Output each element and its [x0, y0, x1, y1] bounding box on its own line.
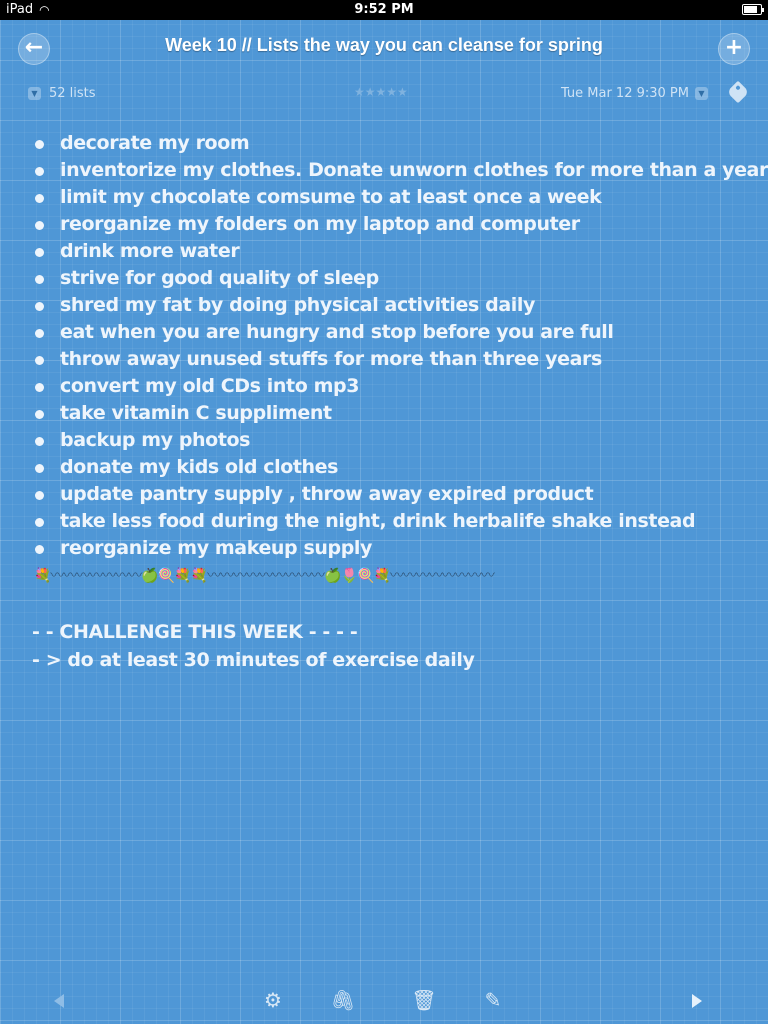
- list-item: backup my photos: [34, 427, 734, 454]
- wifi-icon: ◠: [39, 2, 50, 17]
- add-button[interactable]: [718, 33, 750, 65]
- list-item: convert my old CDs into mp3: [34, 373, 734, 400]
- rating-stars[interactable]: ★★★★★: [354, 85, 408, 99]
- trash-icon[interactable]: 🗑: [411, 988, 437, 1012]
- list-item: take less food during the night, drink herbalife shake instead: [34, 508, 734, 535]
- arrow-left-icon: ←: [24, 35, 44, 60]
- list-item: eat when you are hungry and stop before you are full: [34, 319, 734, 346]
- list-item: strive for good quality of sleep: [34, 265, 734, 292]
- status-bar: [0, 0, 768, 20]
- list-item: throw away unused stuffs for more than three years: [34, 346, 734, 373]
- chevron-down-icon: ▼: [28, 87, 41, 100]
- emoji-divider: 💐〰〰〰〰〰〰〰🍏🍭💐💐〰〰〰〰〰〰〰〰〰🍏🌷🍭💐〰〰〰〰〰〰〰〰: [34, 568, 494, 584]
- list-item: take vitamin C suppliment: [34, 400, 734, 427]
- list-item: inventorize my clothes. Donate unworn clothes for more than a year: [34, 157, 734, 184]
- battery-icon: [742, 4, 762, 15]
- date-dropdown[interactable]: [561, 86, 708, 101]
- list-item: shred my fat by doing physical activities daily: [34, 292, 734, 319]
- date-label: Tue Mar 12 9:30 PM: [560, 86, 689, 101]
- challenge-heading: - - CHALLENGE THIS WEEK - - - -: [32, 621, 358, 643]
- list-item: decorate my room: [34, 130, 734, 157]
- lists-dropdown[interactable]: [28, 86, 96, 101]
- list-item: update pantry supply , throw away expired product: [34, 481, 734, 508]
- list-item: reorganize my folders on my laptop and computer: [34, 211, 734, 238]
- todo-list: [34, 130, 768, 562]
- list-item: limit my chocolate comsume to at least once a week: [34, 184, 734, 211]
- chevron-right-icon[interactable]: [692, 994, 702, 1008]
- attachment-icon[interactable]: 🖇: [330, 988, 356, 1012]
- chevron-left-icon[interactable]: [54, 994, 64, 1008]
- chevron-down-icon: ▼: [695, 87, 708, 100]
- page-title: Week 10 // Lists the way you can cleanse for spring: [165, 35, 603, 55]
- tag-icon[interactable]: [727, 81, 750, 104]
- blank-line: [34, 590, 734, 618]
- back-button[interactable]: [18, 33, 50, 65]
- nav-bar: [0, 20, 768, 76]
- battery-fill: [744, 6, 757, 13]
- list-item: donate my kids old clothes: [34, 454, 734, 481]
- status-time: 9:52 PM: [354, 2, 414, 17]
- settings-icon[interactable]: ⚙: [264, 988, 282, 1012]
- challenge-detail: - > do at least 30 minutes of exercise daily: [32, 649, 475, 671]
- bottom-toolbar: [0, 976, 768, 1024]
- note-content[interactable]: [32, 130, 768, 674]
- list-item: reorganize my makeup supply: [34, 535, 734, 562]
- plus-icon: +: [724, 35, 744, 60]
- device-name: iPad: [6, 2, 34, 17]
- lists-count-label: 52 lists: [49, 86, 96, 101]
- meta-row: [0, 80, 768, 108]
- edit-icon[interactable]: ✎: [484, 988, 502, 1012]
- list-item: drink more water: [34, 238, 734, 265]
